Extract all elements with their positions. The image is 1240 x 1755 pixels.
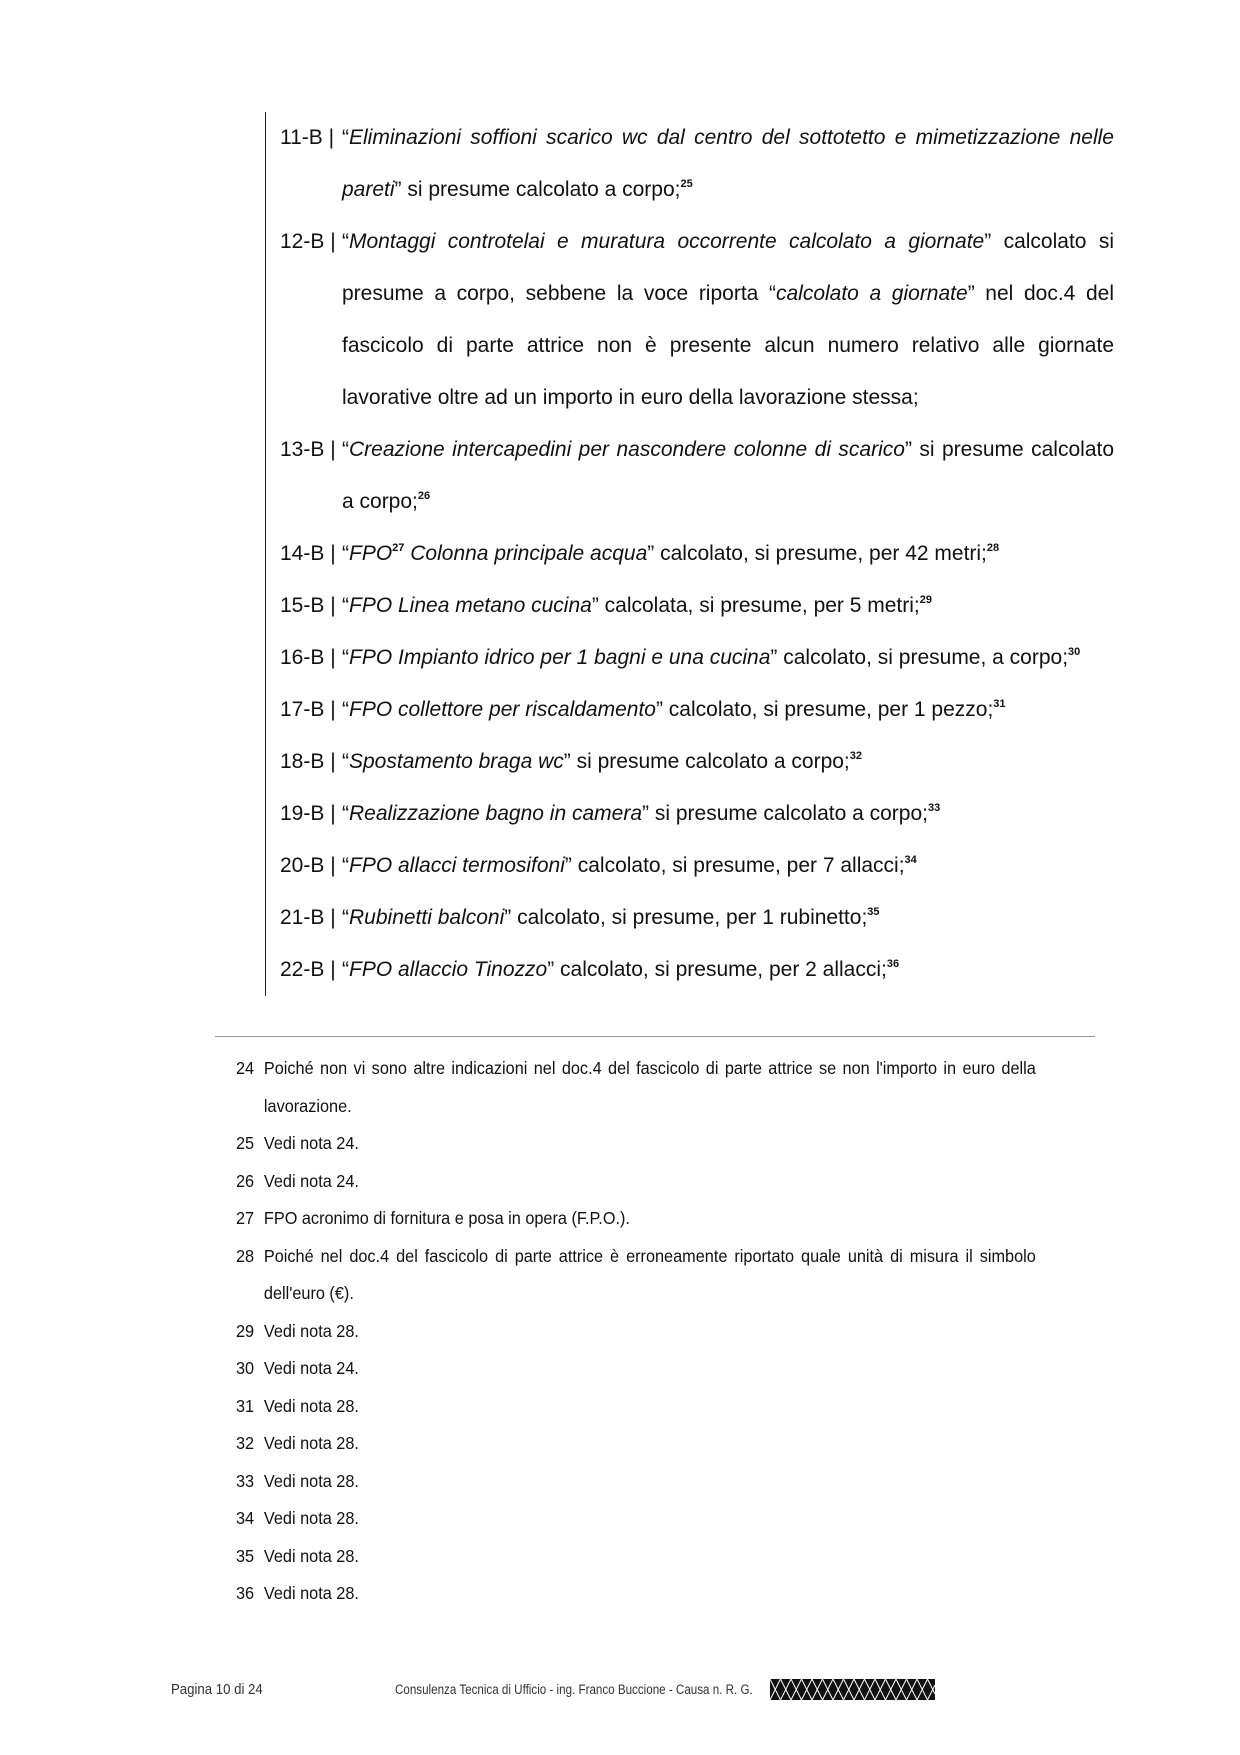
footnote-number: 31 [236,1395,255,1416]
item-number: 19-B | [280,802,336,825]
item-text: “FPO Linea metano cucina” calcolata, si presume, per 5 metri;$^{29}$ [342,594,933,617]
footnote-number: 26 [236,1170,255,1191]
redaction-pattern [770,1679,935,1700]
list-item [280,112,1114,216]
footnote-ref: 25 [680,178,693,190]
footnote-text: Vedi nota 28. [263,1545,359,1566]
footnote-number: 25 [236,1133,255,1153]
item-text: “Eliminazioni soffioni scarico wc dal centro del sottotetto e mimetizzazione nelle pareti” si presume calcolato a corpo;$^{25}$ [342,126,1114,201]
footnote-text: Vedi nota 28. [263,1583,359,1603]
item-number: 20-B | [280,854,336,877]
item-text: “Spostamento braga wc” si presume calcolato a corpo;$^{32}$ [342,750,863,773]
footnote-text: Vedi nota 28. [263,1320,359,1341]
item-list [265,112,1114,996]
footnote-text: Poiché nel doc.4 del fascicolo di parte attrice è erroneamente riportato quale unità di misura il simbolo dell'euro (€). [263,1245,1036,1303]
footnote-ref: 31 [993,698,1006,710]
list-item [280,840,1114,892]
footnote [236,1538,1036,1576]
footnote-text: Vedi nota 28. [263,1508,359,1528]
list-item [280,528,1114,580]
footnote-ref: 26 [417,490,431,502]
footnote-ref: 33 [927,802,941,814]
item-text: “Rubinetti balconi” calcolato, si presume, per 1 rubinetto;$^{35}$ [342,906,880,929]
item-number: 15-B | [280,594,336,617]
item-number: 18-B | [280,750,336,773]
item-number: 17-B | [280,698,336,721]
footnote-number: 27 [236,1208,255,1228]
item-number: 21-B | [280,906,336,929]
footnote [236,1425,1036,1463]
list-item [280,788,1114,840]
item-number: 12-B | [280,230,336,253]
footnote [236,1200,1036,1238]
footnote [236,1313,1036,1351]
item-text: “Realizzazione bagno in camera” si presume calcolato a corpo;$^{33}$ [342,802,941,825]
footnote-text: Vedi nota 28. [263,1470,359,1491]
footnote-text: Poiché non vi sono altre indicazioni nel doc.4 del fascicolo di parte attrice se non l'importo in euro della lavorazione. [263,1058,1036,1116]
item-number: 22-B | [280,958,336,981]
list-item [280,736,1114,788]
footnote-number: 34 [236,1508,255,1528]
footnote [236,1500,1036,1538]
footnote-text: FPO acronimo di fornitura e posa in opera (F.P.O.). [263,1208,630,1228]
footnote-ref: 29 [919,594,933,606]
footnote-text: Vedi nota 28. [263,1395,359,1416]
footnote [236,1163,1036,1201]
footnote-ref: 32 [849,750,863,762]
footnote-text: Vedi nota 28. [263,1433,359,1453]
footnote [236,1238,1036,1313]
list-item [280,684,1114,736]
item-text: “FPO Impianto idrico per 1 bagni e una cucina” calcolato, si presume, a corpo;$^{30}$ [342,646,1081,669]
item-number: 13-B | [280,438,336,461]
footnote-number: 28 [236,1245,255,1266]
item-number: 14-B | [280,542,336,565]
footnote [236,1125,1036,1163]
footnote-ref: 27 [392,542,405,554]
item-text: “FPO collettore per riscaldamento” calcolato, si presume, per 1 pezzo;$^{31}$ [342,698,1006,721]
item-text: “Creazione intercapedini per nascondere colonne di scarico” si presume calcolato a corpo;$^{26}$ [342,438,1115,513]
footnote [236,1575,1036,1613]
list-item [280,580,1114,632]
footnote-number: 24 [236,1058,255,1078]
footnote-number: 30 [236,1358,255,1378]
footnote-separator [215,1036,1095,1037]
footnote-number: 32 [236,1433,255,1453]
list-item [280,944,1114,996]
item-text: “FPO allacci termosifoni” calcolato, si presume, per 7 allacci;$^{34}$ [342,854,917,877]
footnote-text: Vedi nota 24. [263,1358,359,1378]
footnote [236,1050,1036,1125]
footnote [236,1388,1036,1426]
footnote [236,1463,1036,1501]
redaction-block [770,1679,935,1700]
item-text: “Montaggi controtelai e muratura occorrente calcolato a giornate” calcolato si presume a corpo, sebbene la voce riporta “calcolato a giornate” nel doc.4 del fascicolo di parte attrice non è presente alcun numero relativo alle giornate lavorative oltre ad un importo in euro della lavorazione stessa; [342,230,1114,409]
footnote-ref: 34 [904,854,917,866]
list-item [280,424,1114,528]
footnote-number: 29 [236,1320,255,1341]
footnote-ref: 35 [867,906,880,918]
list-item [280,216,1114,424]
footnote-number: 35 [236,1545,255,1566]
footnote-ref: 36 [886,958,900,970]
item-text: “FPO$^{27}$ Colonna principale acqua” calcolato, si presume, per 42 metri;$^{28}$ [342,542,1000,565]
list-item [280,892,1114,944]
footnote-number: 33 [236,1470,255,1491]
item-number: 11-B | [280,126,335,149]
page-number: Pagina 10 di 24 [171,1681,263,1698]
footer-text: Consulenza Tecnica di Ufficio - ing. Franco Buccione - Causa n. R. G. [395,1682,753,1697]
list-item [280,632,1114,684]
item-number: 16-B | [280,646,336,669]
footnote-text: Vedi nota 24. [263,1133,359,1153]
item-text: “FPO allaccio Tinozzo” calcolato, si presume, per 2 allacci;$^{36}$ [342,958,900,981]
footnote-number: 36 [236,1583,255,1603]
footnote-ref: 30 [1068,646,1081,658]
footnote-ref: 28 [986,542,1000,554]
footnote [236,1350,1036,1388]
footnotes [236,1050,1036,1613]
footnote-text: Vedi nota 24. [263,1170,359,1191]
